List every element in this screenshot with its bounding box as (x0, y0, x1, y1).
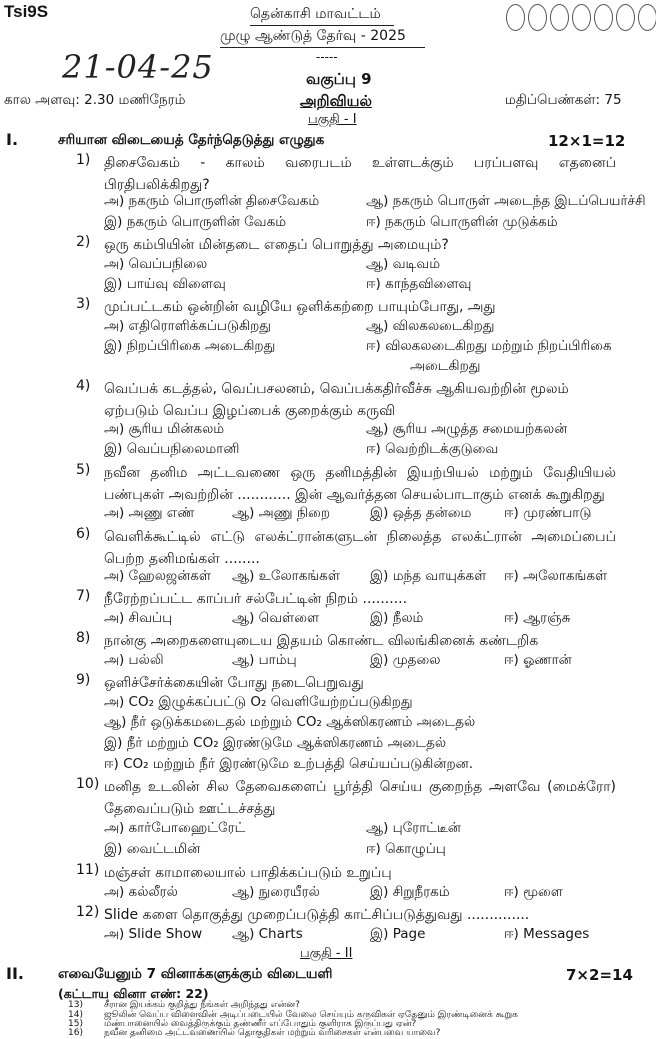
section-one-instruction: சரியான விடையைத் தேர்ந்தெடுத்து எழுதுக (58, 132, 325, 148)
option-c: இ) சிறுநீரகம் (370, 884, 450, 900)
register-bubble (616, 4, 635, 31)
part-two-heading: பகுதி - II (300, 946, 353, 961)
option-a: அ) CO₂ இழுக்கப்பட்டு O₂ வெளியேற்றப்படுகிறது (104, 694, 413, 710)
register-bubble (594, 4, 613, 31)
question-text: மஞ்சள் காமாலையால் பாதிக்கப்படும் உறுப்பு (104, 865, 392, 881)
option-c: இ) நகரும் பொருளின் வேகம் (104, 214, 287, 230)
question-text: முப்பட்டகம் ஒன்றின் வழியே ஒளிக்கற்றை பாயும்போது, அது (104, 299, 496, 315)
question-number: 10) (76, 776, 100, 792)
option-d: ஈ) முரண்பாடு (504, 505, 592, 521)
register-bubble (638, 4, 656, 31)
option-c: இ) Page (370, 926, 426, 942)
option-b: ஆ) Charts (232, 926, 303, 942)
question-text: நீரேற்றப்பட்ட காப்பர் சல்பேட்டின் நிறம் .......... (104, 591, 408, 607)
option-c: இ) மந்த வாயுக்கள் (370, 568, 487, 584)
option-b: ஆ) வெள்ளை (232, 610, 320, 626)
option-b: ஆ) உலோகங்கள் (232, 568, 340, 584)
question-text: சீரான இயக்கம் குறித்து நீங்கள் அறிந்தது என்ன? (104, 1000, 300, 1010)
question-number: 8) (76, 630, 91, 646)
option-a: அ) வெப்பநிலை (104, 256, 208, 272)
option-c: இ) வைட்டமின் (104, 841, 201, 857)
question-number: 11) (76, 862, 100, 878)
question-number: 2) (76, 234, 91, 250)
option-b: ஆ) வடிவம் (366, 256, 441, 272)
question-text: ஜூலின் வெப்ப விளைவின் அடிப்படையில் வேலை செய்யும் கருவிகள் ஏதேனும் இரண்டினைக் கூறுக (104, 1010, 518, 1020)
option-c: இ) நீர் மற்றும் CO₂ இரண்டுமே ஆக்ஸிகரணம் அடைதல் (104, 735, 447, 751)
option-c: இ) வெப்பநிலைமானி (104, 441, 240, 457)
handwritten-date: 21-04-25 (62, 48, 214, 86)
question-text: வெளிக்கூட்டில் எட்டு எலக்ட்ரான்களுடன் நிலைத்த எலக்ட்ரான் அமைப்பைப் பெற்ற தனிமங்கள் ........ (104, 529, 616, 567)
option-c: இ) ஒத்த தன்மை (370, 505, 472, 521)
section-one-score: 12×1=12 (548, 132, 626, 150)
exam-title: முழு ஆண்டுத் தேர்வு - 2025 (220, 28, 406, 44)
register-bubble (572, 4, 591, 31)
question-number: 6) (76, 526, 91, 542)
option-d: ஈ) நகரும் பொருளின் முடுக்கம் (366, 214, 558, 230)
section-one-numeral: I. (6, 130, 19, 149)
question-text: வெப்பக் கடத்தல், வெப்பசலனம், வெப்பக்கதிர்வீச்சு ஆகியவற்றின் மூலம் ஏற்படும் வெப்ப இழப்பைக் குறைக்கும் கருவி (104, 381, 569, 419)
question-text: நவீன தனிமை அட்டவணையில் தொகுதிகள் மற்றும் வரிசைகள் என்பவை யாவை? (104, 1028, 441, 1038)
option-d: ஈ) ஓணான் (504, 652, 572, 668)
question-number: 15) (68, 1019, 83, 1029)
option-d: ஈ) கொழுப்பு (366, 841, 446, 857)
option-d: ஈ) Messages (504, 926, 590, 942)
question-text: நான்கு அறைகளையுடைய இதயம் கொண்ட விலங்கினைக் கண்டறிக (104, 633, 539, 649)
option-b: ஆ) சூரிய அழுத்த சமையற்கலன் (366, 421, 568, 437)
question-number: 13) (68, 1000, 83, 1010)
question-text: ஒளிச்சேர்க்கையின் போது நடைபெறுவது (104, 675, 364, 691)
option-a: அ) எதிரொளிக்கப்படுகிறது (104, 318, 271, 334)
register-bubble (528, 4, 547, 31)
part-one-heading: பகுதி - I (308, 112, 357, 127)
time-allowed: கால அளவு: 2.30 மணிநேரம் (4, 92, 186, 108)
question-number: 7) (76, 588, 91, 604)
option-a: அ) கார்போஹைட்ரேட் (104, 820, 246, 836)
option-d-continued: அடைகிறது (410, 358, 481, 374)
question-number: 1) (76, 152, 91, 168)
class-label: வகுப்பு 9 (306, 70, 372, 88)
question-text: மண்பானையில் வைத்திருக்கும் தண்ணீர் எப்போதும் குளிராக இருப்பது ஏன்? (104, 1019, 417, 1029)
option-a: அ) நகரும் பொருளின் திசைவேகம் (104, 193, 320, 209)
district-underline (250, 25, 394, 26)
section-two-instruction: எவையேனும் 7 வினாக்களுக்கும் விடையளி (58, 966, 333, 982)
option-c: இ) முதலை (370, 652, 441, 668)
option-b: ஆ) விலகலடைகிறது (366, 318, 495, 334)
option-a: அ) அணு எண் (104, 505, 195, 521)
question-text: நவீன தனிம அட்டவணை ஒரு தனிமத்தின் இயற்பியல் மற்றும் வேதியியல் பண்புகள் அவற்றின் ............ இன் ஆவர்த்தன செயல்பாடாகும் எனக் கூறுகிறது (104, 465, 616, 503)
option-a: அ) பல்லி (104, 652, 164, 668)
option-b: ஆ) நீர் ஒடுக்கமடைதல் மற்றும் CO₂ ஆக்ஸிகரணம் அடைதல் (104, 714, 476, 730)
paper-code: Tsi9S (4, 2, 49, 21)
question-text: மனித உடலின் சில தேவைகளைப் பூர்த்தி செய்ய குறைந்த அளவே (மைக்ரோ) தேவைப்படும் ஊட்டச்சத்து (104, 779, 616, 817)
option-a: அ) சிவப்பு (104, 610, 173, 626)
question-text: Slide களை தொகுத்து முறைப்படுத்தி காட்சிப்படுத்துவது .............. (104, 907, 530, 923)
option-b: ஆ) நகரும் பொருள் அடைந்த இடப்பெயர்ச்சி (366, 193, 646, 209)
option-a: அ) சூரிய மின்கலம் (104, 421, 225, 437)
option-d: ஈ) விலகலடைகிறது மற்றும் நிறப்பிரிகை (366, 338, 612, 354)
question-number: 14) (68, 1010, 83, 1020)
option-c: இ) நிறப்பிரிகை அடைகிறது (104, 338, 276, 354)
section-two-score: 7×2=14 (566, 966, 633, 984)
option-d: ஈ) ஆரஞ்சு (504, 610, 571, 626)
option-b: ஆ) அணு நிறை (232, 505, 331, 521)
option-a: அ) ஹேலஜன்கள் (104, 568, 212, 584)
option-d: ஈ) மூளை (504, 884, 563, 900)
option-c: இ) நீலம் (370, 610, 424, 626)
question-number: 16) (68, 1028, 83, 1038)
option-a: அ) கல்லீரல் (104, 884, 178, 900)
option-b: ஆ) பாம்பு (232, 652, 297, 668)
question-number: 9) (76, 672, 91, 688)
option-d: ஈ) காந்தவிளைவு (366, 276, 472, 292)
question-number: 4) (76, 378, 91, 394)
question-number: 3) (76, 296, 91, 312)
district-title: தென்காசி மாவட்டம் (250, 6, 381, 22)
separator-dashes: ----- (316, 50, 338, 64)
option-a: அ) Slide Show (104, 926, 203, 942)
section-two-numeral: II. (6, 964, 24, 983)
total-marks: மதிப்பெண்கள்: 75 (505, 92, 622, 108)
exam-underline (220, 47, 425, 48)
question-number: 5) (76, 462, 91, 478)
option-d: ஈ) CO₂ மற்றும் நீர் இரண்டுமே உற்பத்தி செய்யப்படுகின்றன. (104, 756, 474, 772)
option-d: ஈ) வெற்றிடக்குடுவை (366, 441, 499, 457)
option-c: இ) பாய்வு விளைவு (104, 276, 226, 292)
question-text: திசைவேகம் - காலம் வரைபடம் உள்ளடக்கும் பரப்பளவு எதனைப் பிரதிபலிக்கிறது? (104, 155, 616, 193)
register-number-boxes (506, 4, 656, 31)
register-bubble (550, 4, 569, 31)
question-text: ஒரு கம்பியின் மின்தடை எதைப் பொறுத்து அமையும்? (104, 237, 449, 253)
subject-label: அறிவியல் (300, 92, 372, 110)
register-bubble (506, 4, 525, 31)
option-b: ஆ) நுரையீரல் (232, 884, 320, 900)
option-d: ஈ) அலோகங்கள் (504, 568, 608, 584)
compulsory-note: (கட்டாய வினா எண்: 22) (58, 986, 209, 1001)
option-b: ஆ) புரோட்டீன் (366, 820, 461, 836)
question-number: 12) (76, 904, 100, 920)
